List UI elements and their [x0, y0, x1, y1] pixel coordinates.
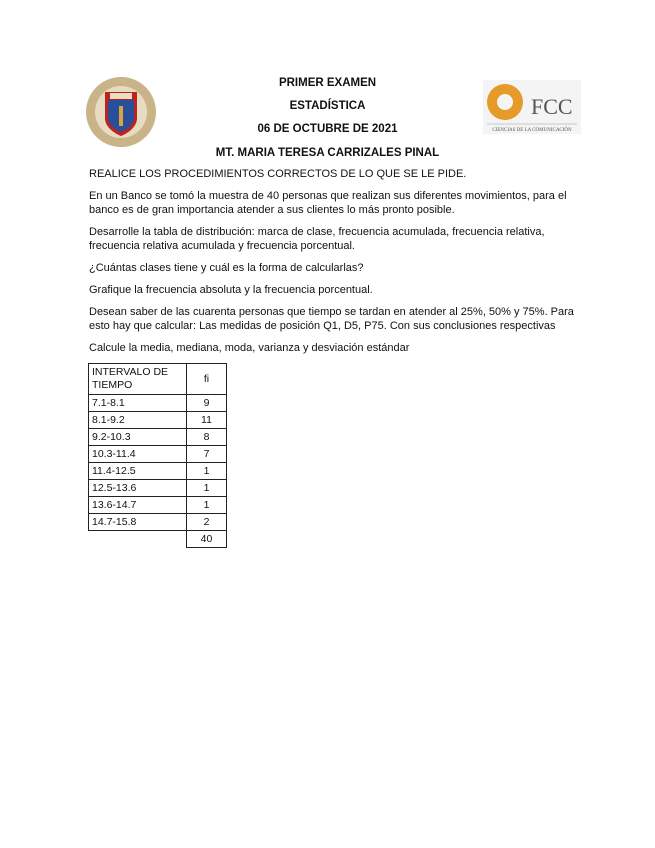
table-header: INTERVALO DE TIEMPO fi — [89, 364, 227, 395]
paragraph-1: En un Banco se tomó la muestra de 40 personas que realizan sus diferentes movimientos, para el banco es de gran importancia atender a sus clientes lo más pronto posible. — [89, 190, 567, 216]
total-value: 40 — [187, 531, 227, 548]
svg-text:CIENCIAS DE LA COMUNICACIÓN: CIENCIAS DE LA COMUNICACIÓN — [492, 128, 572, 133]
frequency-table — [88, 363, 227, 548]
table-row: 14.7-15.8 2 — [89, 514, 227, 531]
exam-date: 06 DE OCTUBRE DE 2021 — [257, 123, 398, 135]
table-row: 13.6-14.7 1 — [89, 497, 227, 514]
paragraph-4: Grafique la frecuencia absoluta y la frecuencia porcentual. — [89, 284, 373, 296]
teacher-name: MT. MARIA TERESA CARRIZALES PINAL — [215, 147, 440, 159]
table-row: 12.5-13.6 1 — [89, 480, 227, 497]
exam-body — [89, 167, 579, 548]
exam-subject: ESTADÍSTICA — [289, 100, 366, 112]
paragraph-2: Desarrolle la tabla de distribución: marca de clase, frecuencia acumulada, frecuencia relativa, frecuencia relativa acumulada y frecuencia porcentual. — [89, 226, 545, 252]
fcc-logo — [483, 80, 581, 134]
exam-title: PRIMER EXAMEN — [278, 77, 377, 89]
table-total-row — [89, 531, 227, 548]
table-row: 10.3-11.4 7 — [89, 446, 227, 463]
instruction: REALICE LOS PROCEDIMIENTOS CORRECTOS DE LO QUE SE LE PIDE. — [89, 168, 467, 180]
table-row: 7.1-8.1 9 — [89, 395, 227, 412]
svg-text:FCC: FCC — [531, 94, 573, 119]
paragraph-6: Calcule la media, mediana, moda, varianza y desviación estándar — [89, 342, 410, 354]
table-row: 9.2-10.3 8 — [89, 429, 227, 446]
table-row: 8.1-9.2 11 — [89, 412, 227, 429]
uanl-seal-logo — [85, 76, 157, 148]
paragraph-3: ¿Cuántas clases tiene y cuál es la forma de calcularlas? — [89, 262, 364, 274]
paragraph-5: Desean saber de las cuarenta personas que tiempo se tardan en atender al 25%, 50% y 75%. Para esto hay que calcular: Las medidas de posición Q1, D5, P75. Con sus conclusiones respectivas — [89, 306, 574, 332]
table-row: 11.4-12.5 1 — [89, 463, 227, 480]
